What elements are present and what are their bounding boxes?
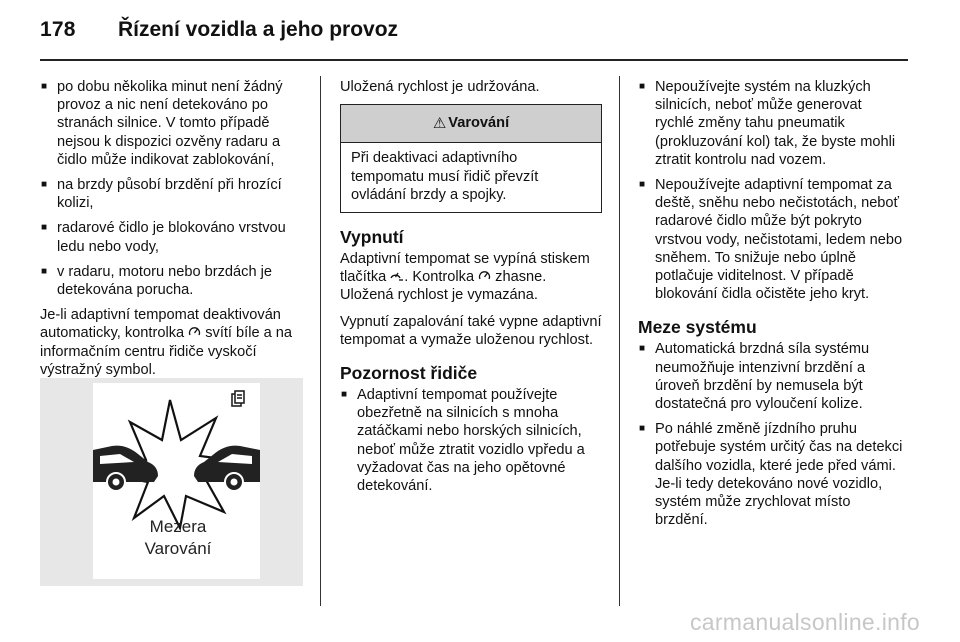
vypnuti-paragraph-1 — [340, 250, 602, 305]
warning-box — [340, 104, 602, 213]
paragraph-text: zhasne. Uložená rychlost je vymazána. — [340, 269, 547, 304]
section-heading-vypnuti: Vypnutí — [340, 227, 404, 248]
deactivation-paragraph — [40, 306, 308, 379]
warning-label: Varování — [448, 115, 510, 132]
list-item: ■ Automatická brzdná síla systému neumožňuje intenzivní brzdění a úroveň brzdění by nemusela být dostatečná pro vyloučení kolize. — [638, 340, 904, 413]
paragraph-text: . Kontrolka — [404, 269, 479, 286]
warning-triangle-icon: ⚠ — [432, 115, 447, 133]
page-number: 178 — [40, 18, 76, 41]
usage-warning-list — [638, 78, 904, 303]
vypnuti-paragraph-2: Vypnutí zapalování také vypne adaptivní tempomat a vymaže uloženou rychlost. — [340, 313, 602, 348]
column-divider-1 — [320, 76, 321, 606]
display-text-line-1: Mezera — [149, 517, 207, 536]
column-1 — [40, 78, 308, 387]
list-item: ■ v radaru, motoru nebo brzdách je detekována porucha. — [40, 263, 308, 299]
condition-list — [40, 78, 308, 299]
list-item: ■ Adaptivní tempomat používejte obezřetně na silnicích s mnoha zatáčkami nebo horských silnicích, neboť může ztratit vozidlo vpředu a vyžadovat čas na jeho opětovné detekování. — [340, 386, 602, 495]
watermark: carmanualsonline.info — [689, 609, 920, 635]
pozornost-list — [340, 386, 602, 495]
cruise-indicator-icon — [478, 268, 491, 286]
list-item: ■ Nepoužívejte systém na kluzkých silnicích, neboť může generovat rychlé změny tahu pneumatik (prokluzování kol) tak, že byste mohli ztratit kontrolu nad vozem. — [638, 78, 904, 169]
column-divider-2 — [619, 76, 620, 606]
paragraph-text: Adaptivní tempomat se vypíná stiskem tlačítka — [340, 251, 590, 286]
document-copy-icon — [232, 391, 244, 406]
warning-text: Při deaktivaci adaptivního tempomatu musí řidič převzít ovládání brzdy a spojky. — [351, 150, 539, 203]
section-heading-pozornost: Pozornost řidiče — [340, 363, 478, 384]
page-title: Řízení vozidla a jeho provoz — [118, 18, 399, 41]
intro-text: Uložená rychlost je udržována. — [340, 79, 540, 95]
cruise-indicator-icon — [188, 324, 201, 342]
display-text-line-2: Varování — [144, 539, 212, 558]
header-rule — [40, 59, 908, 61]
paragraph-text: Je-li adaptivní tempomat deaktivován automaticky, kontrolka — [40, 307, 281, 342]
list-item: ■ radarové čidlo je blokováno vrstvou ledu nebo vody, — [40, 219, 308, 255]
cruise-control-button-icon — [390, 268, 404, 286]
paragraph-text: svítí bíle a na informačním centru řidiče vyskočí výstražný symbol. — [40, 325, 293, 378]
section-heading-meze: Meze systému — [638, 317, 757, 338]
column-2 — [340, 78, 602, 502]
warning-header — [341, 105, 601, 143]
list-item: ■ po dobu několika minut není žádný provoz a nic není detekováno po stranách silnice. V tomto případě nejsou k dispozici ozvěny radaru a čidlo může indikovat zablokování, — [40, 78, 308, 169]
list-item: ■ Nepoužívejte adaptivní tempomat za deště, sněhu nebo nečistotách, neboť radarové čidlo může být pokryto vrstvou vody, nečistotami, ledem nebo sněhem. To snižuje nebo úplně potlačuje viditelnost. V případě blokování čidla očistěte jeho kryt. — [638, 176, 904, 303]
list-item: ■ na brzdy působí brzdění při hrozící kolizi, — [40, 176, 308, 212]
column-3 — [638, 78, 904, 536]
list-item: ■ Po náhlé změně jízdního pruhu potřebuje systém určitý čas na detekci dalšího vozidla, které jede před vámi. Je-li tedy detekováno nové vozidlo, systém může zrychlovat místo brzdění. — [638, 420, 904, 529]
meze-list — [638, 340, 904, 529]
gap-warning-illustration — [40, 378, 303, 586]
